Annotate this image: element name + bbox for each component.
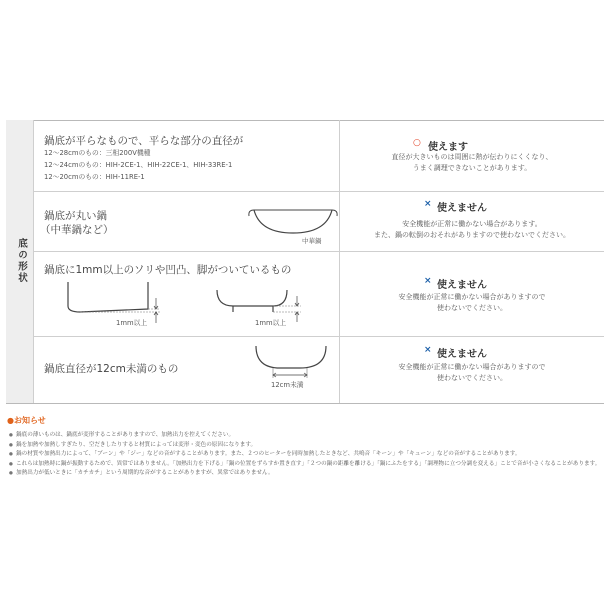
small-pot-diagram	[240, 338, 340, 394]
note-item: ● 加熱出力が低いときに「カチカチ」という周期的な音がすることがありますが、異常ではありません。	[9, 469, 599, 479]
row4-heading: 鍋底直径が12cm未満のもの	[44, 363, 179, 375]
row-divider	[33, 251, 604, 252]
row1-result-title: 使えます	[428, 142, 468, 153]
row1-result-desc: 直径が大きいものは周囲に熱が伝わりにくくなり、 うまく調理できないことがあります。	[391, 153, 553, 172]
notes-title: ●お知らせ	[7, 416, 46, 425]
wok-label: 中華鍋	[302, 237, 322, 245]
note-item: ● これらは加熱時に鍋が振動するためで、異常ではありません。「加熱出力を下げる」「鍋の位置をずらすか置き直す」「２つの鍋の距離を離ける」「鍋にふたをする」「調理物に立つ分調を変える」ことで音が小さくなることがあります。	[9, 460, 599, 470]
notes-list	[9, 431, 599, 479]
row4-measure-label: 12cm未満	[271, 381, 304, 389]
row-divider	[33, 191, 604, 192]
ng-cross-icon: ×	[424, 345, 432, 355]
ng-cross-icon: ×	[424, 276, 432, 286]
row3-result-title: 使えません	[437, 280, 487, 291]
ok-circle-icon: ○	[413, 138, 421, 148]
row3-measure-label-2: 1mm以上	[255, 319, 287, 327]
row1-size-2: 12～24cmのもの：HIH-2CE-1、HIH-22CE-1、HIH-33RE-1	[44, 161, 233, 169]
note-item: ● 鍋底の薄いものは、鍋底が変形することがありますので、加熱出力を控えてください。	[9, 431, 599, 441]
row2-heading-line1: 鍋底が丸い鍋	[44, 210, 107, 222]
row2-result-title: 使えません	[437, 203, 487, 214]
row4-result-title: 使えません	[437, 349, 487, 360]
ng-cross-icon: ×	[424, 199, 432, 209]
row2-heading-line2: （中華鍋など）	[40, 224, 114, 236]
row1-size-3: 12～20cmのもの：HIH-11RE-1	[44, 173, 145, 181]
row4-result-desc: 安全機能が正常に働かない場合がありますので 使わないでください。	[398, 363, 546, 382]
row2-result-desc: 安全機能が正常に働かない場合があります。 また、鍋の転倒のおそれがありますので使わないでください。	[374, 220, 570, 239]
row1-size-1: 12～28cmのもの：三相200V機種	[44, 149, 151, 157]
note-item: ● 鍋を加熱や加熱しすぎたり、空だきしたりすると材質によっては変形・変色の原因になります。	[9, 441, 599, 451]
wok-diagram	[240, 196, 340, 246]
row3-result-desc: 安全機能が正常に働かない場合がありますので 使わないでください。	[398, 293, 546, 312]
side-label: 底の形状	[16, 238, 27, 284]
row3-measure-label-1: 1mm以上	[116, 319, 148, 327]
row3-heading: 鍋底に1mm以上のソリや凹凸、脚がついているもの	[44, 264, 292, 276]
note-item: ● 鍋の材質や加熱出力によって、「ブーン」や「ジー」などの音がすることがあります。また、２つのヒーターを同時加熱したときなど、共鳴音「キーン」や「キューン」などの音がすることがあります。	[9, 450, 599, 460]
row1-heading: 鍋底が平らなもので、平らな部分の直径が	[44, 135, 244, 147]
warped-bottom-diagram	[60, 276, 165, 332]
legged-bottom-diagram	[205, 276, 315, 332]
row-divider	[33, 336, 604, 337]
